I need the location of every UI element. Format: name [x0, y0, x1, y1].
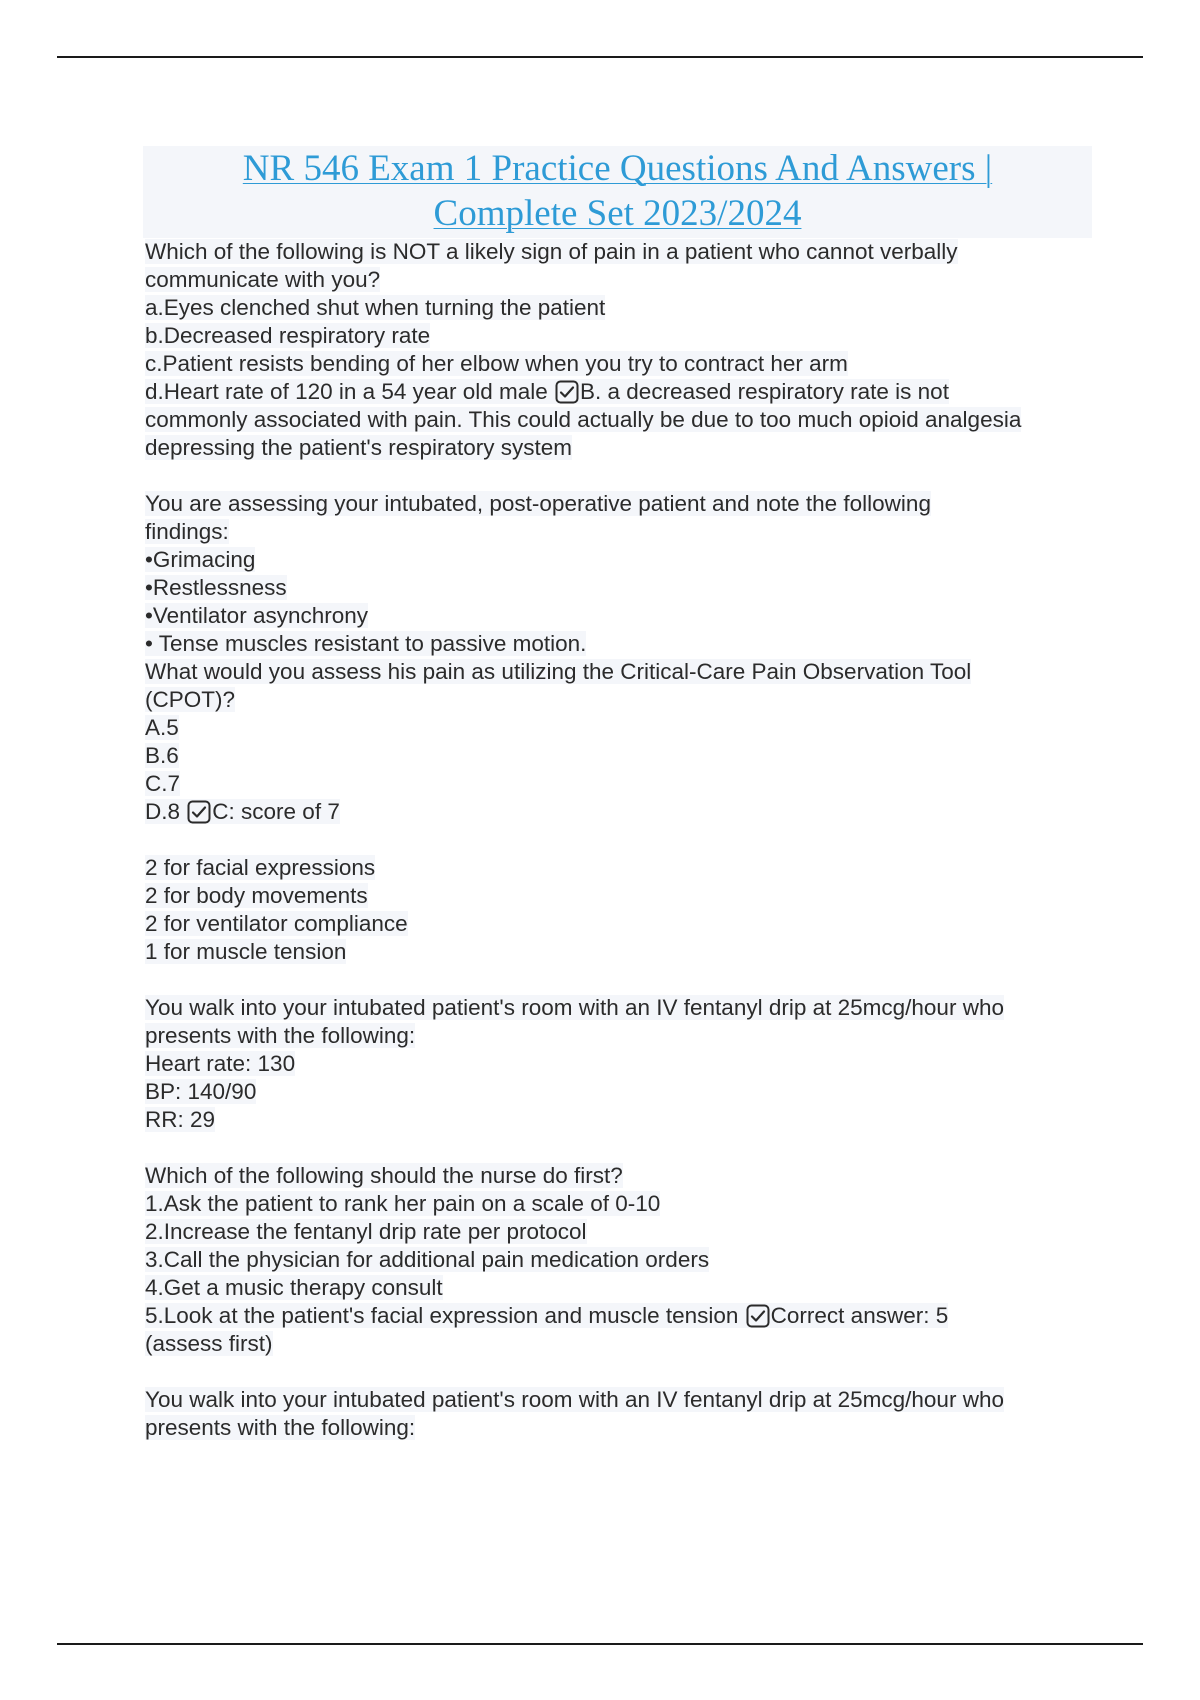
question-text: What would you assess his pain as utilizing the Critical-Care Pain Observation Tool [145, 659, 972, 684]
option-b: B.6 [145, 743, 179, 768]
option-a: A.5 [145, 715, 179, 740]
question-text: You walk into your intubated patient's room with an IV fentanyl drip at 25mcg/hour who [145, 995, 1004, 1020]
finding-item: •Restlessness [145, 575, 287, 600]
answer-text: (assess first) [145, 1331, 273, 1356]
answer-text: commonly associated with pain. This could actually be due to too much opioid analgesia [145, 407, 1022, 432]
checkbox-checked-icon [187, 800, 211, 824]
option-4: 4.Get a music therapy consult [145, 1275, 443, 1300]
finding-item: •Ventilator asynchrony [145, 603, 369, 628]
question-text: communicate with you? [145, 267, 381, 292]
question-text: (CPOT)? [145, 687, 235, 712]
document-body [145, 238, 1095, 1442]
vital-sign: RR: 29 [145, 1107, 216, 1132]
vital-sign: BP: 140/90 [145, 1079, 257, 1104]
question-text: presents with the following: [145, 1415, 416, 1440]
score-line: 2 for body movements [145, 883, 368, 908]
answer-text: B. a decreased respiratory rate is not [580, 379, 949, 404]
question-2 [145, 490, 1095, 966]
top-rule [57, 56, 1143, 58]
option-c: C.7 [145, 771, 181, 796]
option-a: a.Eyes clenched shut when turning the patient [145, 295, 606, 320]
checkbox-checked-icon [746, 1304, 770, 1328]
score-line: 2 for ventilator compliance [145, 911, 408, 936]
question-text: You are assessing your intubated, post-operative patient and note the following [145, 491, 931, 516]
checkbox-checked-icon [555, 380, 579, 404]
option-1: 1.Ask the patient to rank her pain on a scale of 0-10 [145, 1191, 661, 1216]
finding-item: • Tense muscles resistant to passive motion. [145, 631, 587, 656]
option-5: 5.Look at the patient's facial expression and muscle tension [145, 1303, 739, 1328]
vital-sign: Heart rate: 130 [145, 1051, 296, 1076]
title-link-line1[interactable]: NR 546 Exam 1 Practice Questions And Answers | [242, 148, 993, 189]
title-banner [143, 146, 1092, 238]
question-text: findings: [145, 519, 229, 544]
option-3: 3.Call the physician for additional pain medication orders [145, 1247, 710, 1272]
answer-text: Correct answer: 5 [770, 1303, 949, 1328]
question-text: You walk into your intubated patient's room with an IV fentanyl drip at 25mcg/hour who [145, 1387, 1004, 1412]
title-link-line2[interactable]: Complete Set 2023/2024 [433, 193, 802, 234]
answer-text: C: score of 7 [212, 799, 340, 824]
finding-item: •Grimacing [145, 547, 256, 572]
option-b: b.Decreased respiratory rate [145, 323, 431, 348]
option-d: d.Heart rate of 120 in a 54 year old male [145, 379, 548, 404]
question-1 [145, 238, 1095, 462]
score-line: 2 for facial expressions [145, 855, 376, 880]
question-3 [145, 994, 1095, 1358]
question-text: presents with the following: [145, 1023, 416, 1048]
question-text: Which of the following is NOT a likely sign of pain in a patient who cannot verbally [145, 239, 958, 264]
answer-text: depressing the patient's respiratory system [145, 435, 572, 460]
option-2: 2.Increase the fentanyl drip rate per protocol [145, 1219, 587, 1244]
question-4 [145, 1386, 1095, 1442]
question-text: Which of the following should the nurse do first? [145, 1163, 623, 1188]
bottom-rule [57, 1643, 1143, 1645]
score-line: 1 for muscle tension [145, 939, 347, 964]
option-d: D.8 [145, 799, 181, 824]
option-c: c.Patient resists bending of her elbow when you try to contract her arm [145, 351, 848, 376]
